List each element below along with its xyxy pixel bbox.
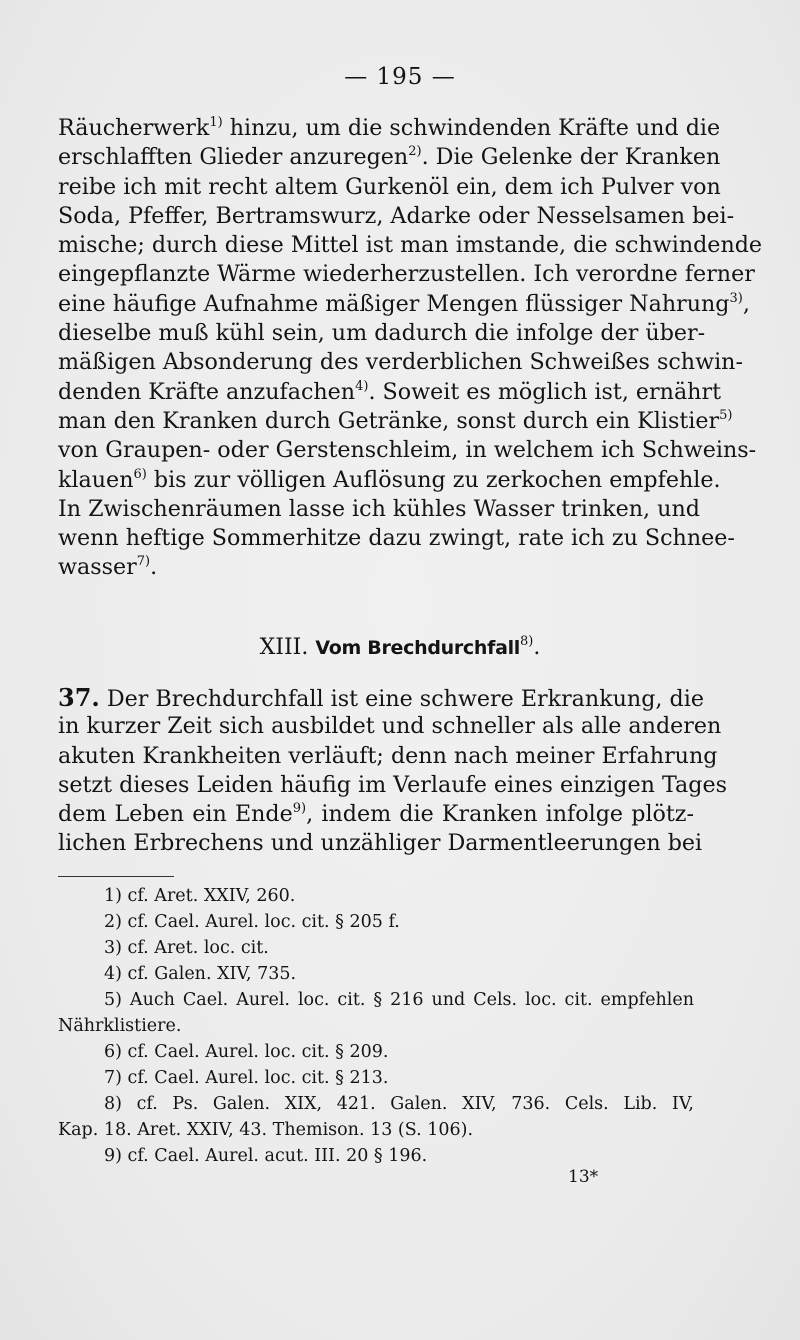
footnote-continuation: Nährklistiere.	[58, 1016, 182, 1036]
text-line: Soda, Pfeffer, Bertramswurz, Adarke oder Nesselsamen bei-	[58, 202, 735, 229]
text-line: Räucherwerk$^{1)}$ hinzu, um die schwindenden Kräfte und die	[58, 115, 721, 141]
footnote-continuation: Kap. 18. Aret. XXIV, 43. Themison. 13 (S. 106).	[58, 1120, 474, 1140]
text-line: eine häufige Aufnahme mäßiger Mengen flüssiger Nahrung$^{3)}$,	[58, 290, 750, 317]
text-line: erschlafften Glieder anzuregen$^{2)}$. Die Gelenke der Kranken	[58, 144, 721, 171]
text-line: wenn heftige Sommerhitze dazu zwingt, rate ich zu Schnee-	[58, 525, 735, 552]
footnote-ref: 6)	[133, 466, 147, 482]
text-line: man den Kranken durch Getränke, sonst durch ein Klistier$^{5)}$	[58, 407, 733, 434]
footnote: 5) Auch Cael. Aurel. loc. cit. § 216 und Cels. loc. cit. empfehlen	[104, 990, 694, 1010]
section-numeral: XIII.	[259, 635, 309, 660]
text-line: von Graupen- oder Gerstenschleim, in welchem ich Schweins-	[58, 437, 757, 464]
text-line: dieselbe muß kühl sein, um dadurch die infolge der über-	[58, 320, 706, 347]
text-line: in kurzer Zeit sich ausbildet und schneller als alle anderen	[58, 713, 722, 740]
text-line: klauen$^{6)}$ bis zur völligen Auflösung zu zerkochen empfehle.	[58, 466, 721, 493]
footnote: 3) cf. Aret. loc. cit.	[104, 938, 269, 958]
footnote-ref: 1)	[209, 115, 223, 130]
footnote: 2) cf. Cael. Aurel. loc. cit. § 205 f.	[104, 912, 400, 932]
footnote: 9) cf. Cael. Aurel. acut. III. 20 § 196.	[104, 1146, 428, 1166]
paragraph-37	[58, 683, 727, 859]
footnote-ref: 3)	[729, 290, 743, 306]
footnote-ref: 7)	[136, 554, 151, 570]
footnote-ref: 9)	[292, 801, 307, 817]
footnote-separator	[58, 876, 174, 877]
footnote: 7) cf. Cael. Aurel. loc. cit. § 213.	[104, 1068, 389, 1088]
footnote: 1) cf. Aret. XXIV, 260.	[104, 886, 296, 906]
footnote-ref: 8)	[520, 634, 534, 649]
page-number-header: — 195 —	[344, 64, 456, 90]
text-line: denden Kräfte anzufachen$^{4)}$. Soweit es möglich ist, ernährt	[58, 378, 721, 405]
text-line: mäßigen Absonderung des verderblichen Schweißes schwin-	[58, 349, 743, 376]
text-line: setzt dieses Leiden häufig im Verlaufe eines einzigen Tages	[58, 771, 727, 798]
paragraph-number: 37.	[58, 683, 100, 712]
footnote-ref: 5)	[719, 407, 733, 423]
text-line: mische; durch diese Mittel ist man imstande, die schwindende	[58, 232, 763, 259]
text-line: wasser$^{7)}$.	[58, 554, 158, 581]
text-line: lichen Erbrechens und unzähliger Darmentleerungen bei	[58, 830, 703, 857]
section-title: Vom Brechdurchfall	[315, 637, 521, 659]
footnote-ref: 4)	[355, 378, 369, 394]
text-line: dem Leben ein Ende$^{9)}$, indem die Kranken infolge plötz-	[58, 801, 694, 828]
text-line: akuten Krankheiten verläuft; denn nach meiner Erfahrung	[58, 742, 718, 769]
footnote-ref: 2)	[408, 144, 422, 160]
footnote: 8) cf. Ps. Galen. XIX, 421. Galen. XIV, 736. Cels. Lib. IV,	[104, 1094, 694, 1114]
footnotes	[58, 883, 694, 1169]
footnote: 6) cf. Cael. Aurel. loc. cit. § 209.	[104, 1042, 389, 1062]
text-line: eingepflanzte Wärme wiederherzustellen. Ich verordne ferner	[58, 261, 755, 288]
footnote: 4) cf. Galen. XIV, 735.	[104, 964, 297, 984]
paragraph-continued	[58, 114, 763, 583]
signature-mark: 13*	[568, 1167, 599, 1187]
section-heading: XIII. Vom Brechdurchfall$^{8)}$.	[259, 634, 541, 660]
text-line: 37. Der Brechdurchfall ist eine schwere Erkrankung, die	[58, 683, 704, 712]
text-line: In Zwischenräumen lasse ich kühles Wasser trinken, und	[58, 495, 700, 522]
text-line: reibe ich mit recht altem Gurkenöl ein, dem ich Pulver von	[58, 173, 721, 200]
